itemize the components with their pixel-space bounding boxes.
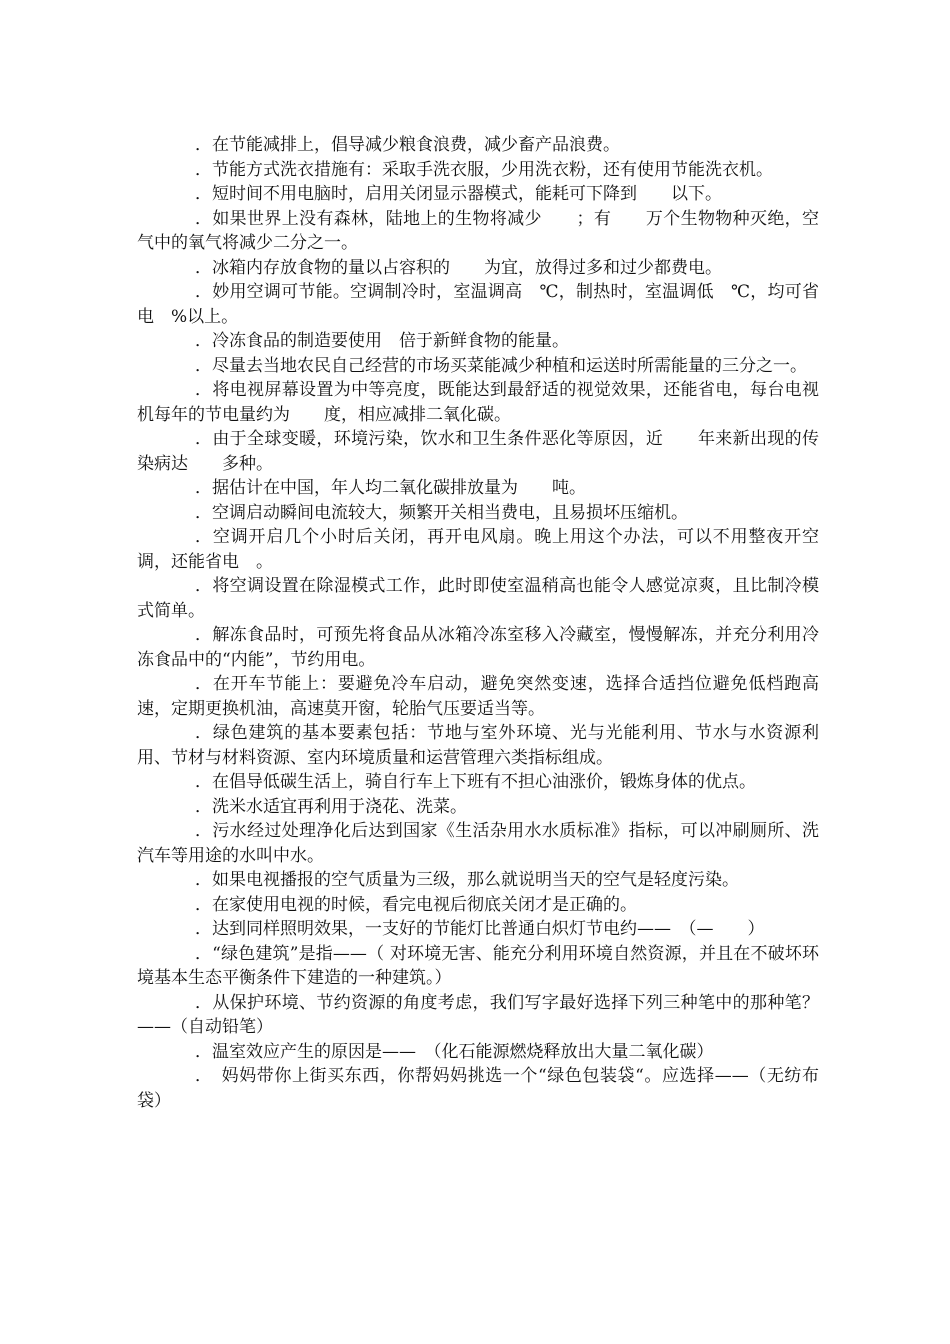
paragraph: ．空调开启几个小时后关闭，再开电风扇。晚上用这个办法，可以不用整夜开空调，还能省电 。 xyxy=(137,527,819,572)
paragraph: ．据估计在中国，年人均二氧化碳排放量为 吨。 xyxy=(195,478,586,498)
paragraph: ．妙用空调可节能。空调制冷时，室温调高 ℃，制热时，室温调低 ℃，均可省电 %以上。 xyxy=(137,282,819,327)
paragraph: ．达到同样照明效果，一支好的节能灯比普通白炽灯节电约—— （— ） xyxy=(195,919,765,939)
paragraph: ．节能方式洗衣措施有：采取手洗衣服，少用洗衣粉，还有使用节能洗衣机。 xyxy=(195,159,773,180)
paragraph: ．在开车节能上：要避免冷车启动，避免突然变速，选择合适挡位避免低档跑高速，定期更换机油，高速莫开窗，轮胎气压要适当等。 xyxy=(137,674,819,719)
paragraph: ．空调启动瞬间电流较大，频繁开关相当费电，且易损坏压缩机。 xyxy=(195,502,688,523)
paragraph: ．在家使用电视的时候，看完电视后彻底关闭才是正确的。 xyxy=(195,894,637,915)
paragraph: ．短时间不用电脑时，启用关闭显示器模式，能耗可下降到 以下。 xyxy=(195,184,722,204)
paragraph: ．“绿色建筑”是指——（ 对环境无害、能充分利用环境自然资源，并且在不破坏环境基本生态平衡条件下建造的一种建筑。） xyxy=(137,943,819,988)
paragraph: ．如果世界上没有森林，陆地上的生物将减少 ；有 万个生物物种灭绝，空气中的氧气将减少二分之一。 xyxy=(137,208,819,253)
paragraph: ．将电视屏幕设置为中等亮度，既能达到最舒适的视觉效果，还能省电，每台电视机每年的节电量约为 度，相应减排二氧化碳。 xyxy=(137,380,819,425)
document-body xyxy=(137,133,819,1113)
paragraph: ．冷冻食品的制造要使用 倍于新鲜食物的能量。 xyxy=(195,331,569,351)
paragraph: ．解冻食品时，可预先将食品从冰箱冷冻室移入冷藏室，慢慢解冻，并充分利用冷冻食品中的“内能”，节约用电。 xyxy=(137,625,819,670)
paragraph: ．污水经过处理净化后达到国家《生活杂用水水质标准》指标，可以冲刷厕所、洗汽车等用途的水叫中水。 xyxy=(137,821,819,866)
paragraph: ．在倡导低碳生活上，骑自行车上下班有不担心油涨价，锻炼身体的优点。 xyxy=(195,772,756,792)
paragraph: ．尽量去当地农民自己经营的市场买菜能减少种植和运送时所需能量的三分之一。 xyxy=(195,355,807,376)
paragraph: ．将空调设置在除湿模式工作，此时即使室温稍高也能令人感觉凉爽，且比制冷模式简单。 xyxy=(137,576,819,621)
paragraph: ．温室效应产生的原因是—— （化石能源燃烧释放出大量二氧化碳） xyxy=(195,1041,714,1062)
paragraph: ．洗米水适宜再利用于浇花、洗菜。 xyxy=(195,796,467,817)
paragraph: ．在节能减排上，倡导减少粮食浪费，减少畜产品浪费。 xyxy=(195,135,620,155)
paragraph: ．由于全球变暖，环境污染，饮水和卫生条件恶化等原因，近 年来新出现的传染病达 多种。 xyxy=(137,429,819,474)
paragraph: ． 妈妈带你上街买东西，你帮妈妈挑选一个“绿色包装袋“。应选择——（无纺布袋） xyxy=(137,1066,819,1111)
paragraph: ．如果电视播报的空气质量为三级，那么就说明当天的空气是轻度污染。 xyxy=(195,870,739,890)
paragraph: ．冰箱内存放食物的量以占容积的 为宜，放得过多和过少都费电。 xyxy=(195,257,722,278)
paragraph: ．绿色建筑的基本要素包括：节地与室外环境、光与光能利用、节水与水资源利用、节材与材料资源、室内环境质量和运营管理六类指标组成。 xyxy=(137,723,819,768)
paragraph: ．从保护环境、节约资源的角度考虑，我们写字最好选择下列三种笔中的那种笔？——（自动铅笔） xyxy=(137,992,819,1037)
